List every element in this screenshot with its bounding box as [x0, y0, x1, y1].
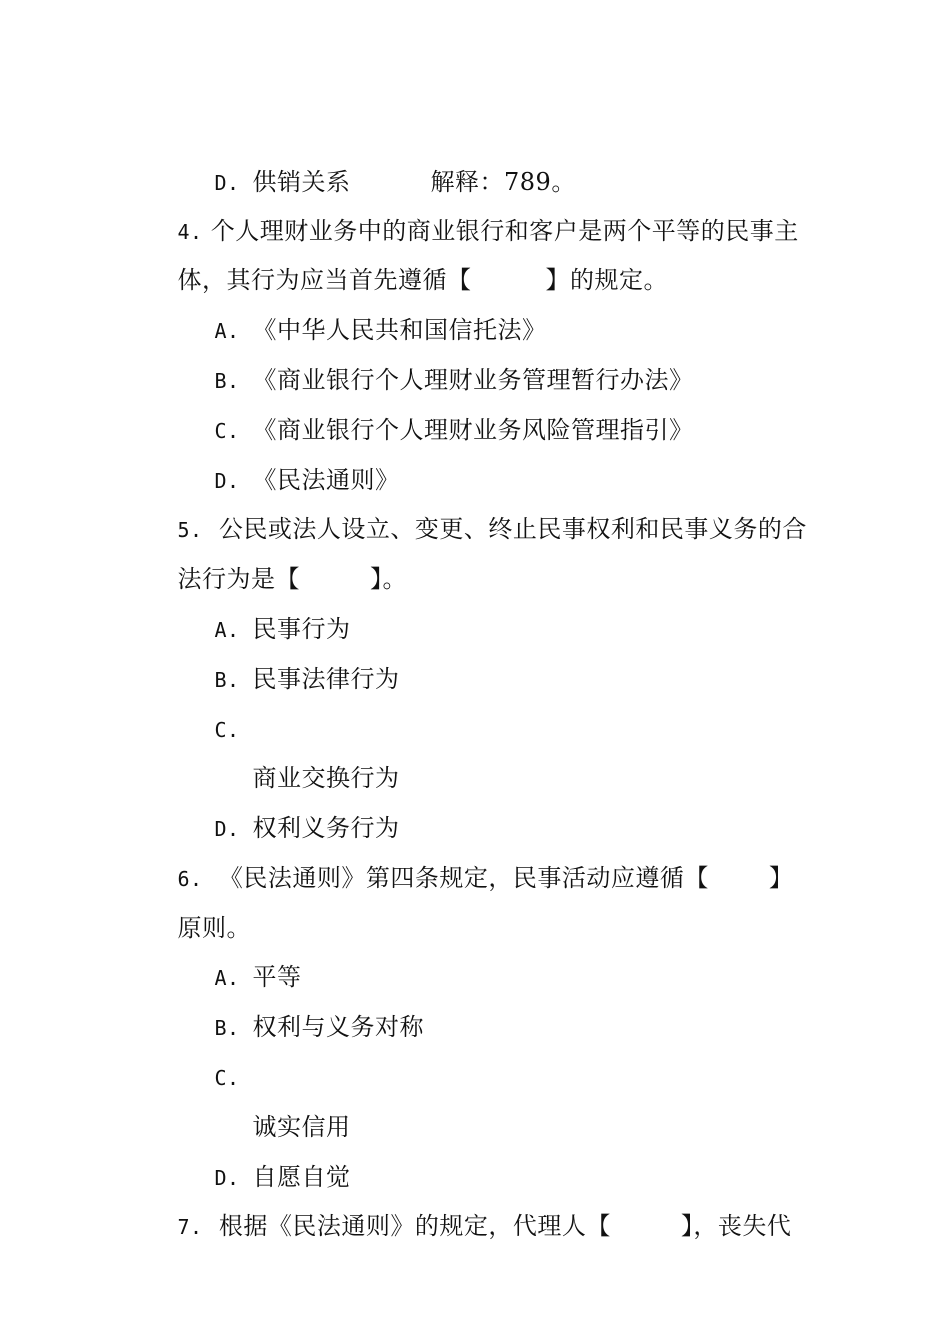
explanation-text: 解释：789。 — [430, 168, 576, 196]
option-text: 供销关系 — [252, 168, 351, 196]
question-stem: 】。 — [370, 565, 408, 593]
question-stem: 根据《民法通则》的规定，代理人【 — [218, 1212, 611, 1240]
option-text: 平等 — [252, 963, 302, 991]
question-number: 4. — [177, 220, 203, 244]
question-number: 5. — [177, 518, 203, 542]
question-stem: 】 — [768, 864, 794, 892]
option-text: 自愿自觉 — [252, 1163, 351, 1191]
option-text: 《商业银行个人理财业务管理暂行办法》 — [252, 366, 694, 394]
q7-stem-line1 — [145, 1181, 791, 1272]
question-stem: 《民法通则》第四条规定，民事活动应遵循【 — [218, 864, 709, 892]
option-letter: B. — [214, 668, 240, 692]
option-letter: A. — [214, 319, 240, 343]
question-stem: 公民或法人设立、变更、终止民事权利和民事义务的合 — [218, 515, 807, 543]
option-letter: D. — [214, 469, 240, 493]
option-letter: A. — [214, 618, 240, 642]
option-text: 《民法通则》 — [252, 466, 400, 494]
question-stem: 】的规定。 — [545, 266, 669, 294]
question-stem: 个人理财业务中的商业银行和客户是两个平等的民事主 — [210, 217, 799, 245]
question-stem: 】，丧失代 — [680, 1212, 792, 1240]
question-stem: 法行为是【 — [177, 565, 301, 593]
question-number: 6. — [177, 867, 203, 891]
option-text: 民事法律行为 — [252, 665, 400, 693]
option-text: 诚实信用 — [252, 1113, 351, 1141]
option-letter: A. — [214, 966, 240, 990]
option-text: 权利与义务对称 — [252, 1013, 425, 1041]
option-letter: C. — [214, 419, 240, 443]
option-text: 权利义务行为 — [252, 814, 400, 842]
option-letter: D. — [214, 817, 240, 841]
option-letter: B. — [214, 369, 240, 393]
question-number: 7. — [177, 1215, 203, 1239]
option-letter: C. — [214, 1066, 240, 1090]
option-text: 《商业银行个人理财业务风险管理指引》 — [252, 416, 694, 444]
option-letter: B. — [214, 1016, 240, 1040]
option-text: 《中华人民共和国信托法》 — [252, 316, 547, 344]
question-stem: 体，其行为应当首先遵循【 — [177, 266, 472, 294]
option-text: 民事行为 — [252, 615, 351, 643]
question-stem: 原则。 — [177, 914, 252, 942]
option-letter: D. — [214, 1166, 240, 1190]
option-letter: D. — [214, 171, 240, 195]
option-letter: C. — [214, 718, 240, 742]
option-text: 商业交换行为 — [252, 764, 400, 792]
